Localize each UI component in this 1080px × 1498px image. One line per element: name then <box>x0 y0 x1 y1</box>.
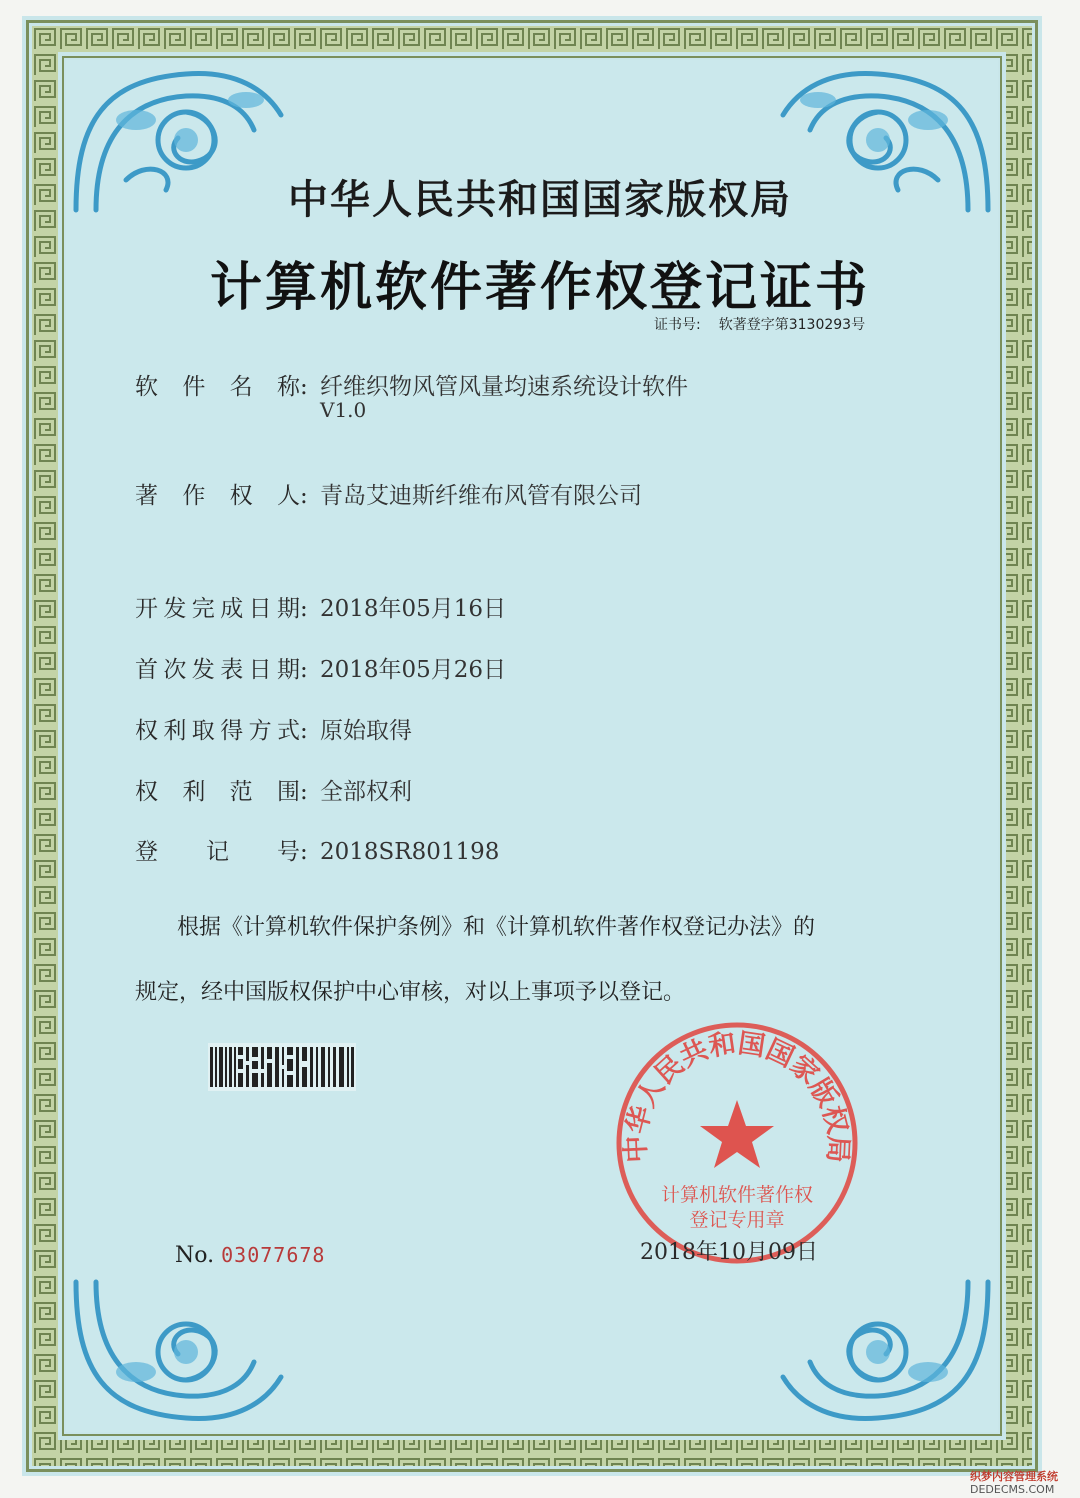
field-software-name <box>135 368 688 401</box>
certificate-title: 计算机软件著作权登记证书 <box>209 258 870 318</box>
certificate-number-label: 证书号: <box>654 317 701 333</box>
legal-basis-text-2: 规定，经中国版权保护中心审核，对以上事项予以登记。 <box>135 980 686 1005</box>
field-value: 纤维织物风管风量均速系统设计软件 <box>320 374 688 400</box>
seal-center-line2: 登记专用章 <box>689 1209 785 1231</box>
corner-scroll-ornament <box>66 1272 296 1432</box>
field-colon: : <box>300 657 308 683</box>
field-acquire-method <box>135 712 412 745</box>
software-version: V1.0 <box>320 398 367 422</box>
certificate-number <box>654 314 865 334</box>
field-rights-scope <box>135 773 412 806</box>
serial-number <box>175 1243 325 1268</box>
field-value: 2018年05月26日 <box>320 657 507 683</box>
legal-basis-text: 根据《计算机软件保护条例》和《计算机软件著作权登记办法》的 <box>177 915 816 940</box>
field-label: 首次发表日期 <box>135 657 300 683</box>
field-value: 青岛艾迪斯纤维布风管有限公司 <box>320 483 642 509</box>
field-label: 登 记 号 <box>135 839 300 865</box>
field-value: 全部权利 <box>320 779 412 805</box>
corner-scroll-ornament <box>768 1272 998 1432</box>
serial-value: 03077678 <box>221 1243 326 1267</box>
field-label: 权 利 范 围 <box>135 779 300 805</box>
field-colon: : <box>300 374 308 400</box>
issuing-authority: 中华人民共和国国家版权局 <box>288 177 792 223</box>
field-colon: : <box>300 596 308 622</box>
serial-label: No. <box>175 1243 215 1268</box>
certificate-number-value: 软著登字第3130293号 <box>718 317 866 333</box>
issue-date: 2018年10月09日 <box>640 1240 818 1265</box>
field-label: 著 作 权 人 <box>135 483 300 509</box>
official-seal <box>612 1018 862 1268</box>
field-colon: : <box>300 718 308 744</box>
field-value: 原始取得 <box>320 718 412 744</box>
field-label: 开发完成日期 <box>135 596 300 622</box>
field-label: 权利取得方式 <box>135 718 300 744</box>
field-colon: : <box>300 483 308 509</box>
watermark-line1: 织梦内容管理系统 <box>970 1470 1058 1483</box>
seal-center-line1: 计算机软件著作权 <box>660 1184 814 1206</box>
field-label: 软 件 名 称 <box>135 374 300 400</box>
seal-ring-text: 中华人民共和国国家版权局 <box>620 1027 854 1164</box>
barcode <box>208 1043 356 1091</box>
field-colon: : <box>300 779 308 805</box>
field-reg-no <box>135 833 499 866</box>
field-value: 2018SR801198 <box>320 839 500 865</box>
watermark-line2: DEDECMS.COM <box>970 1483 1055 1496</box>
field-copyright-owner <box>135 477 642 510</box>
seal-star-icon <box>700 1100 774 1168</box>
site-watermark <box>970 1470 1080 1498</box>
field-pub-date <box>135 651 506 684</box>
field-dev-date <box>135 590 506 623</box>
field-value: 2018年05月16日 <box>320 596 507 622</box>
field-colon: : <box>300 839 308 865</box>
